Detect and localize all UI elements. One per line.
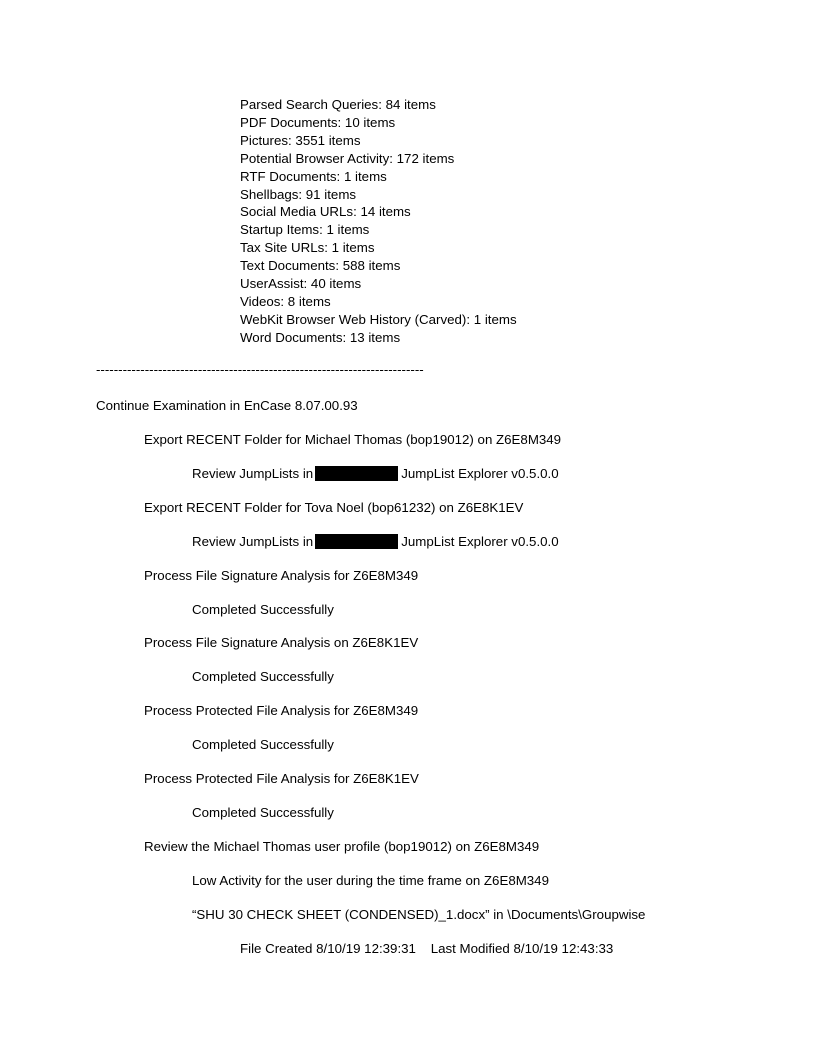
- list-item: Word Documents: 13 items: [240, 329, 401, 345]
- step-line: Review the Michael Thomas user profile (bop19012) on Z6E8M349: [144, 838, 540, 854]
- step-line: Process Protected File Analysis for Z6E8M349: [144, 703, 419, 719]
- separator-line: --------------------------------------------------------------------------: [96, 362, 424, 377]
- step-line: Export RECENT Folder for Michael Thomas (bop19012) on Z6E8M349: [144, 432, 562, 447]
- redaction-box: [315, 534, 398, 549]
- step-line: Completed Successfully: [192, 804, 334, 820]
- list-item: UserAssist: 40 items: [240, 276, 362, 291]
- list-item: Pictures: 3551 items: [240, 132, 361, 148]
- list-item: Shellbags: 91 items: [240, 186, 357, 202]
- step-line: Completed Successfully: [192, 601, 334, 617]
- step-line: [192, 534, 559, 550]
- list-item: Parsed Search Queries: 84 items: [240, 97, 436, 112]
- step-text: Review JumpLists in: [192, 533, 314, 549]
- list-item: Startup Items: 1 items: [240, 222, 370, 238]
- step-line: Completed Successfully: [192, 737, 334, 753]
- step-line: Completed Successfully: [192, 669, 334, 685]
- step-text-after: JumpList Explorer v0.5.0.0: [401, 465, 559, 481]
- step-line: Process File Signature Analysis on Z6E8K1EV: [144, 635, 419, 651]
- step-line: Export RECENT Folder for Tova Noel (bop61232) on Z6E8K1EV: [144, 499, 524, 515]
- step-line: Process File Signature Analysis for Z6E8M349: [144, 567, 419, 583]
- step-text: Review JumpLists in: [192, 465, 314, 481]
- list-item: Tax Site URLs: 1 items: [240, 240, 375, 256]
- step-line: “SHU 30 CHECK SHEET (CONDENSED)_1.docx” in \Documents\Groupwise: [192, 906, 646, 922]
- list-item: Social Media URLs: 14 items: [240, 204, 411, 220]
- list-item: Text Documents: 588 items: [240, 258, 401, 274]
- list-item: PDF Documents: 10 items: [240, 114, 396, 130]
- section-heading: Continue Examination in EnCase 8.07.00.93: [96, 398, 358, 413]
- step-line: Process Protected File Analysis for Z6E8K1EV: [144, 771, 419, 786]
- list-item: Videos: 8 items: [240, 293, 331, 309]
- step-line: [192, 466, 559, 482]
- step-line: File Created 8/10/19 12:39:31 Last Modified 8/10/19 12:43:33: [240, 940, 614, 956]
- step-text-after: JumpList Explorer v0.5.0.0: [401, 533, 559, 549]
- step-line: Low Activity for the user during the time frame on Z6E8M349: [192, 872, 549, 888]
- list-item: RTF Documents: 1 items: [240, 168, 387, 184]
- redaction-box: [315, 466, 398, 481]
- list-item: Potential Browser Activity: 172 items: [240, 150, 455, 166]
- list-item: WebKit Browser Web History (Carved): 1 items: [240, 311, 517, 327]
